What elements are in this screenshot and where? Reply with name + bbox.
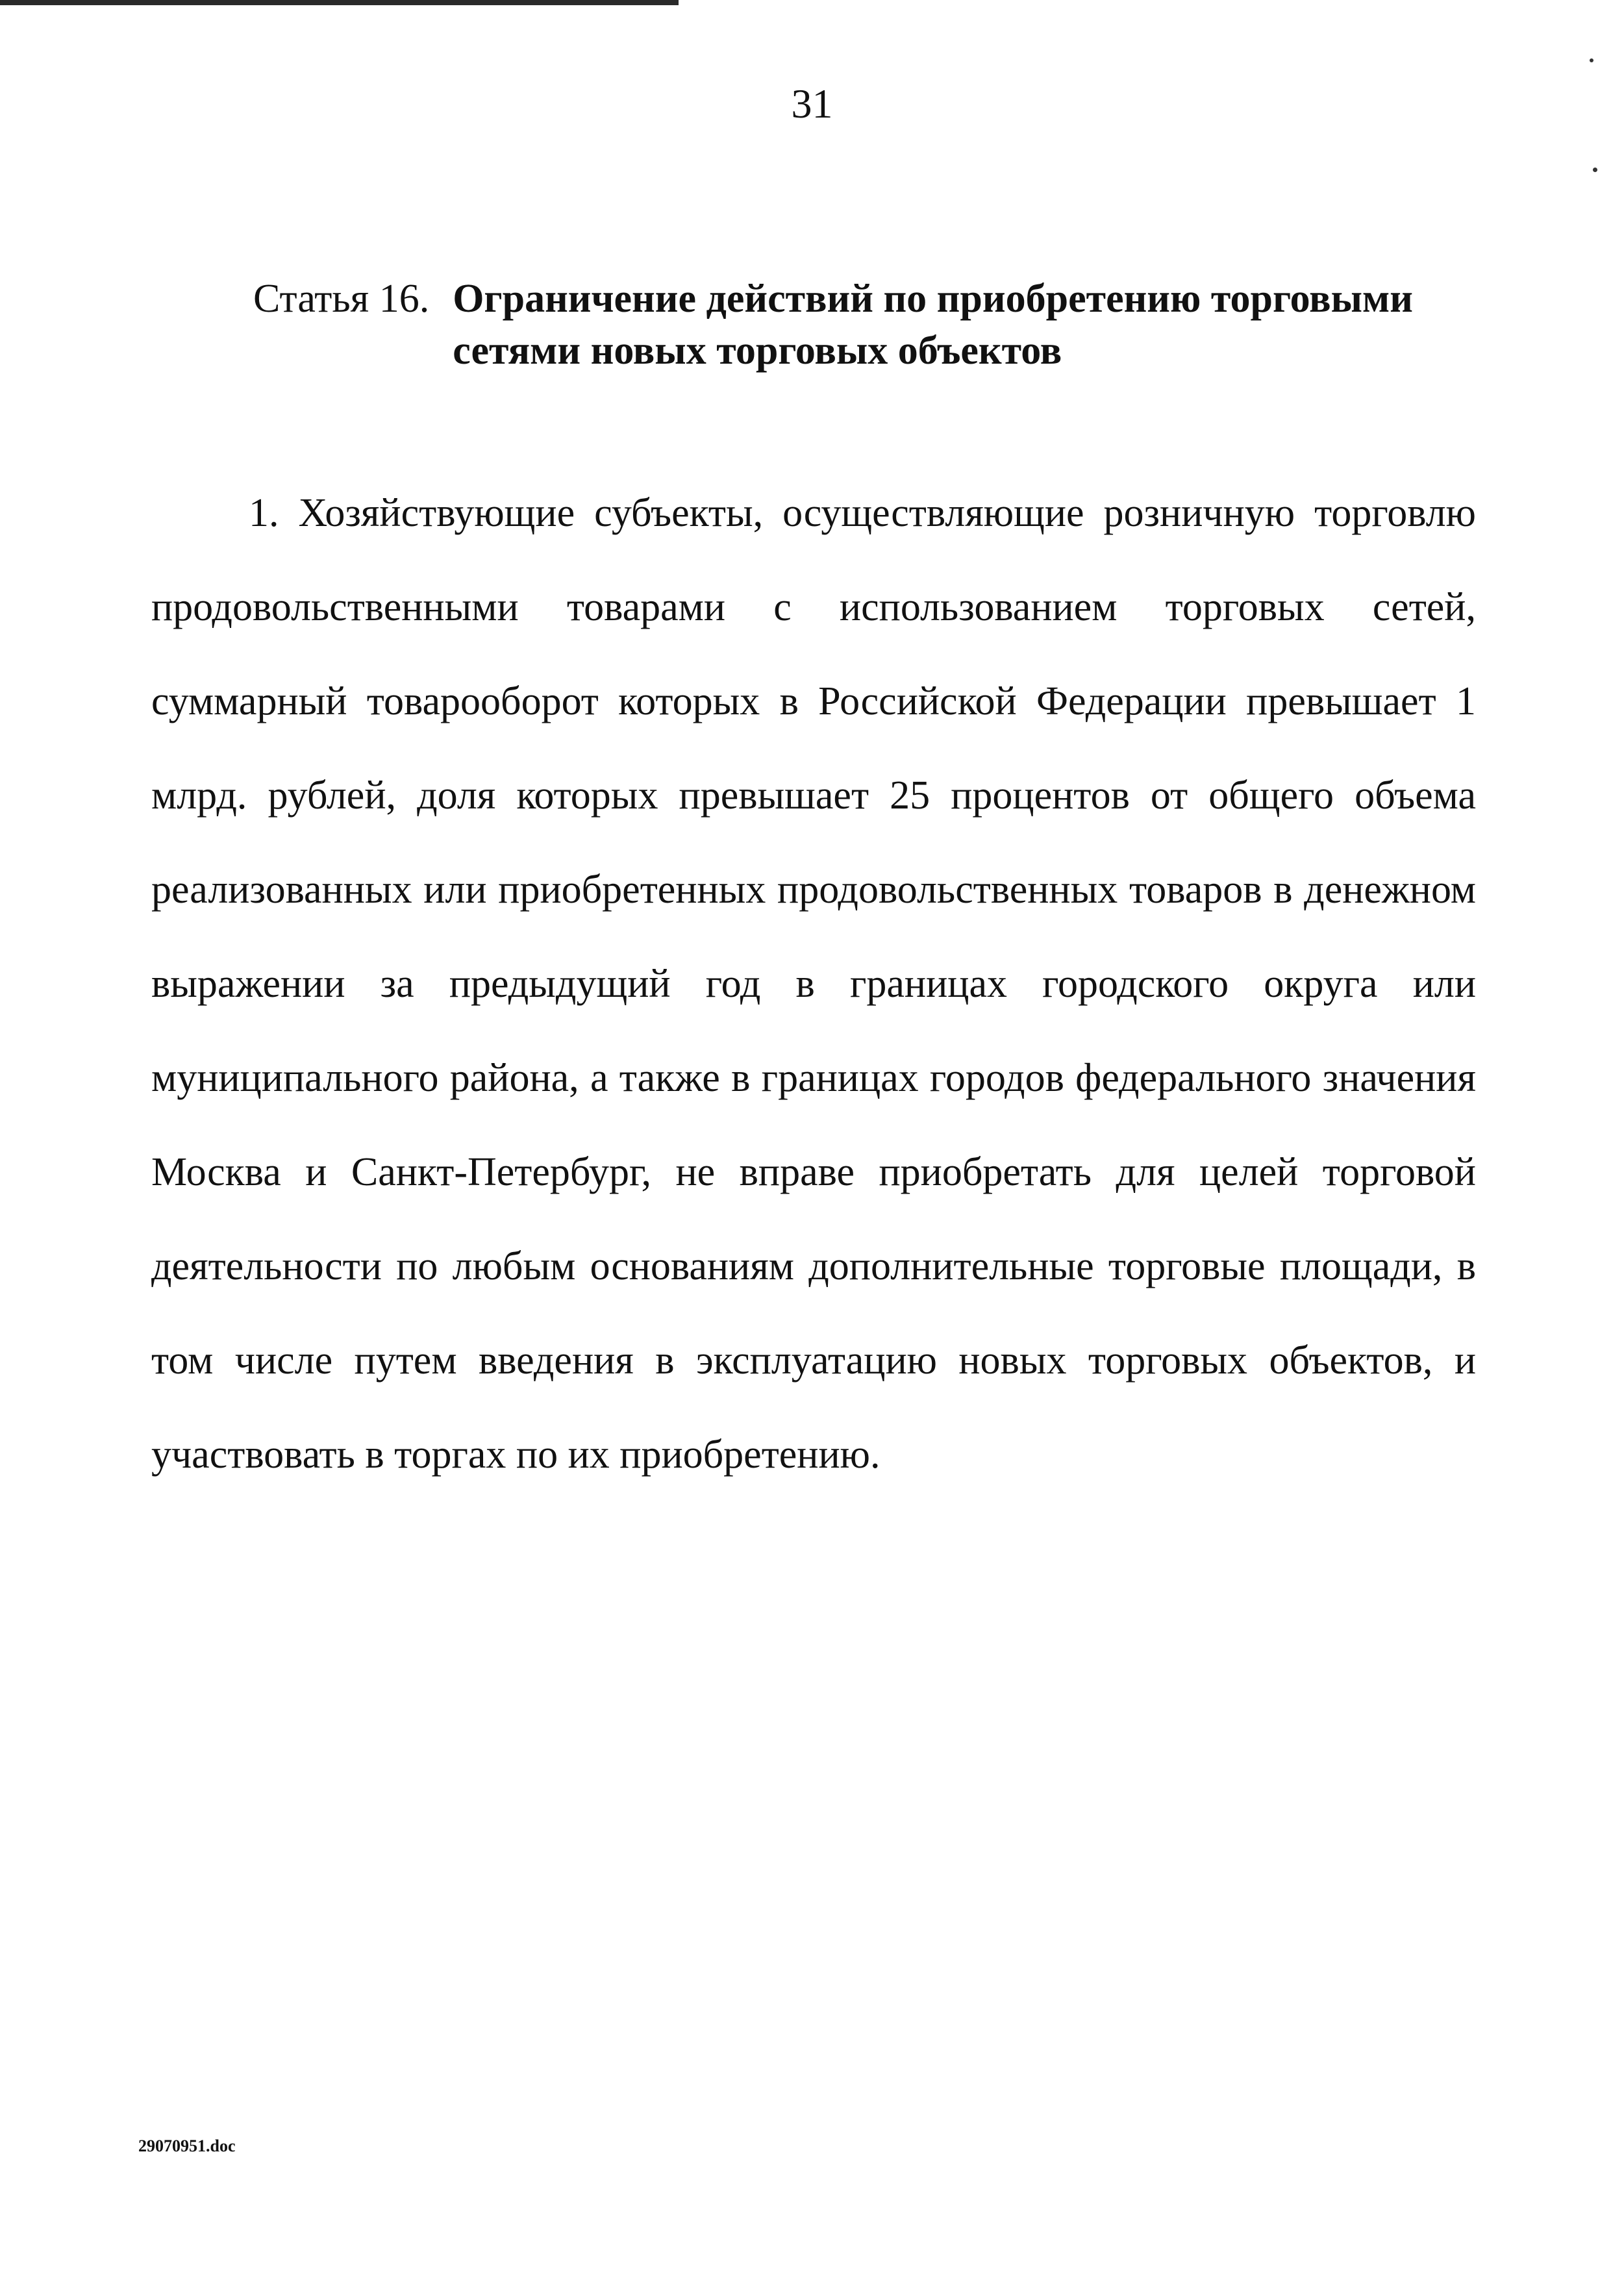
scan-speck <box>1590 58 1593 62</box>
document-id: 29070951.doc <box>138 2136 236 2155</box>
article-paragraph: 1. Хозяйствующие субъекты, осуществляющие розничную торговлю продовольственными товарами с использованием торговых сетей, суммарный товарооборот которых в Российской Федерации превышает 1 млрд. рублей, доля которых превышает 25 процентов от общего объема реализованных или приобретенных продовольственных товаров в денежном выражении за предыдущий год в границах городского округа или муниципального района, а также в границах городов федерального значения Москва и Санкт-Петербург, не вправе приобретать для целей торговой деятельности по любым основаниям дополнительные торговые площади, в том числе путем введения в эксплуатацию новых торговых объектов, и участвовать в торгах по их приобретению. <box>151 491 1476 1477</box>
article-label: Статья 16. <box>253 277 430 321</box>
page-number: 31 <box>791 81 833 127</box>
article-title: Ограничение действий по приобретению торговыми сетями новых торговых объектов <box>453 277 1413 373</box>
scan-speck <box>1593 168 1597 172</box>
scan-edge-mark <box>0 0 679 5</box>
article-heading <box>253 273 1500 377</box>
